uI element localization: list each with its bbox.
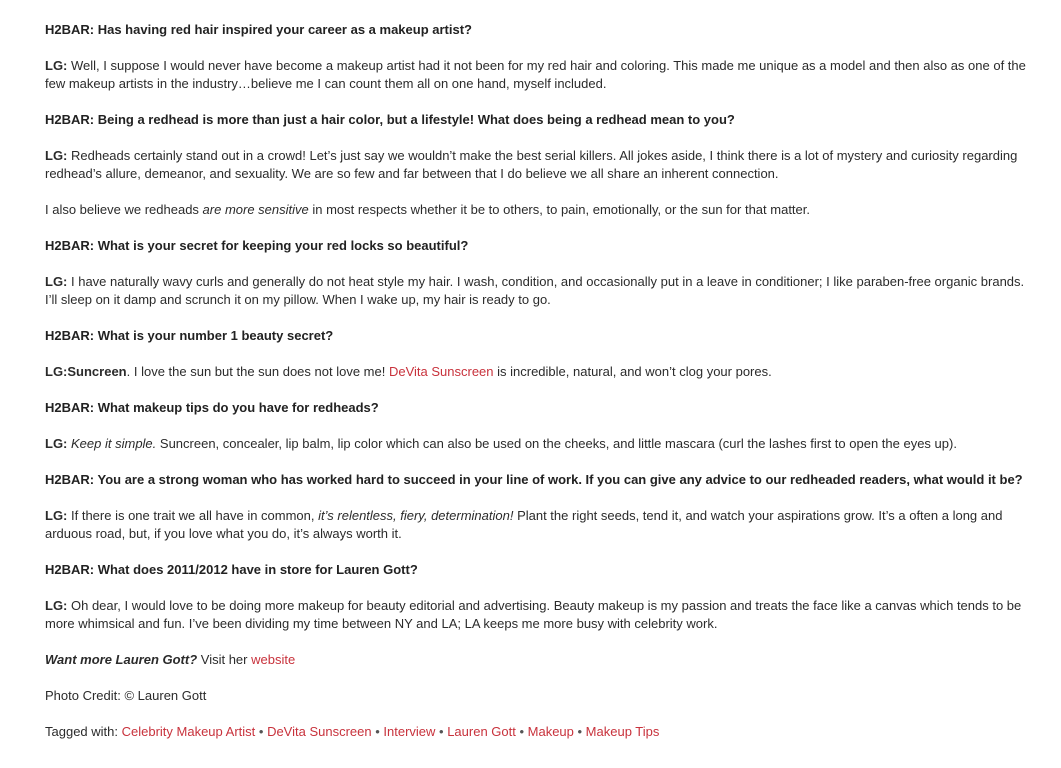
answer-label: LG:: [45, 598, 68, 613]
question-1: H2BAR: Has having red hair inspired your career as a makeup artist?: [45, 22, 472, 37]
answer-label: LG:Suncreen: [45, 364, 127, 379]
tag-link[interactable]: Lauren Gott: [447, 724, 516, 739]
answer-text: Plant the right seeds, tend it, and watch your aspirations grow. It’s a often a long and arduous road, but, if you love what you do, it’s always worth it.: [45, 508, 1003, 541]
answer-text: Suncreen, concealer, lip balm, lip color which can also be used on the cheeks, and little mascara (curl the lashes first to open the eyes up).: [156, 436, 957, 451]
answer-text: . I love the sun but the sun does not love me!: [126, 364, 389, 379]
tag-link[interactable]: Makeup Tips: [585, 724, 660, 739]
website-link[interactable]: website: [251, 652, 296, 667]
question-5: H2BAR: What makeup tips do you have for redheads?: [45, 400, 379, 415]
answer-text: is incredible, natural, and won’t clog your pores.: [493, 364, 772, 379]
tag-list: [45, 723, 1030, 741]
tag-link[interactable]: DeVita Sunscreen: [267, 724, 372, 739]
emphasis-text: it’s relentless, fiery, determination!: [318, 508, 514, 523]
cta-text: Visit her: [197, 652, 252, 667]
answer-7: [45, 597, 1030, 633]
devita-sunscreen-link[interactable]: DeVita Sunscreen: [388, 364, 494, 379]
answer-label: LG:: [45, 148, 68, 163]
answer-2: [45, 147, 1030, 183]
tag-separator: •: [371, 724, 384, 739]
cta-line: [45, 651, 1030, 669]
answer-3: [45, 273, 1030, 309]
question-7: H2BAR: What does 2011/2012 have in store for Lauren Gott?: [45, 562, 418, 577]
answer-text: I have naturally wavy curls and generally do not heat style my hair. I wash, condition, and occasionally put in a leave in conditioner; I like paraben-free organic brands. I’ll sleep on it damp and scrunch it on my pillow. When I wake up, my hair is ready to go.: [45, 274, 1025, 307]
question-6: H2BAR: You are a strong woman who has worked hard to succeed in your line of work. If you can give any advice to our redheaded readers, what would it be?: [45, 472, 1023, 487]
photo-credit: Photo Credit: © Lauren Gott: [45, 688, 207, 703]
answer-text: in most respects whether it be to others, to pain, emotionally, or the sun for that matter.: [308, 202, 810, 217]
answer-4: [45, 363, 1030, 381]
answer-6: [45, 507, 1030, 543]
answer-text: If there is one trait we all have in common,: [67, 508, 319, 523]
tag-separator: •: [255, 724, 268, 739]
emphasis-text: Keep it simple.: [71, 436, 157, 451]
question-3: H2BAR: What is your secret for keeping your red locks so beautiful?: [45, 238, 469, 253]
question-2: H2BAR: Being a redhead is more than just a hair color, but a lifestyle! What does being a redhead mean to you?: [45, 112, 735, 127]
question-4: H2BAR: What is your number 1 beauty secret?: [45, 328, 334, 343]
answer-2-extra: [45, 201, 1030, 219]
answer-text: I also believe we redheads: [45, 202, 203, 217]
answer-label: LG:: [45, 436, 68, 451]
tag-separator: •: [435, 724, 448, 739]
tag-separator: •: [573, 724, 586, 739]
tag-link[interactable]: Makeup: [527, 724, 574, 739]
answer-text: Redheads certainly stand out in a crowd! Let’s just say we wouldn’t make the best serial killers. All jokes aside, I think there is a lot of mystery and curiosity regarding redhead’s allure, demeanor, and sexuality. We are so few and far between that I do believe we all share an inherent connection.: [45, 148, 1018, 181]
answer-text: Well, I suppose I would never have become a makeup artist had it not been for my red hair and coloring. This made me unique as a model and then also as one of the few makeup artists in the industry…believe me I can count them all on one hand, myself included.: [45, 58, 1026, 91]
answer-label: LG:: [45, 274, 68, 289]
answer-text: Oh dear, I would love to be doing more makeup for beauty editorial and advertising. Beauty makeup is my passion and treats the face like a canvas which tends to be more whimsical and fun. I’ve been dividing my time between NY and LA; LA keeps me more busy with celebrity work.: [45, 598, 1022, 631]
emphasis-text: are more sensitive: [202, 202, 309, 217]
answer-1: [45, 57, 1030, 93]
tag-link[interactable]: Celebrity Makeup Artist: [121, 724, 256, 739]
tag-link[interactable]: Interview: [383, 724, 436, 739]
tags-label: Tagged with:: [45, 724, 122, 739]
answer-label: LG:: [45, 58, 68, 73]
cta-lead: Want more Lauren Gott?: [45, 652, 198, 667]
answer-5: [45, 435, 1030, 453]
answer-label: LG:: [45, 508, 68, 523]
tag-separator: •: [515, 724, 528, 739]
